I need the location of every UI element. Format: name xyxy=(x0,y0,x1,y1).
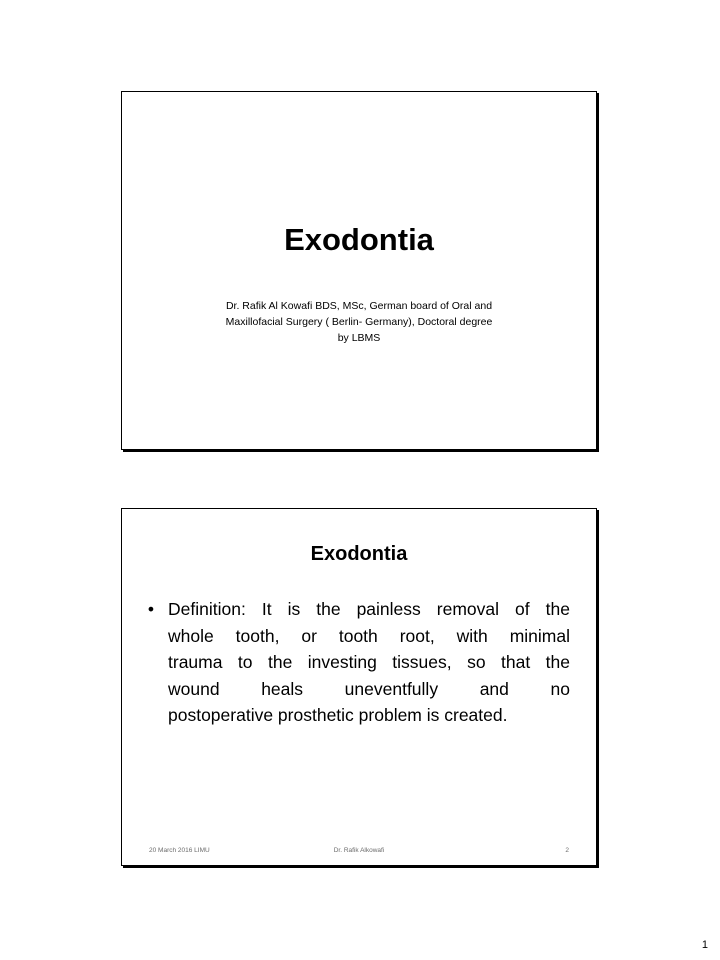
subtitle-line: Dr. Rafik Al Kowafi BDS, MSc, German board of Oral and xyxy=(225,300,493,312)
slide-1-subtitle xyxy=(192,298,526,346)
slide-2-title: Exodontia xyxy=(310,543,408,565)
bullet-text-line: trauma to the investing tissues, so that the xyxy=(168,652,570,672)
slide-2 xyxy=(121,508,597,866)
bullet-text-line: whole tooth, or tooth root, with minimal xyxy=(168,625,570,646)
footer-slide-number: 2 xyxy=(565,847,569,854)
bullet-text-line: wound heals uneventfully and no xyxy=(168,678,570,699)
slide-1-title: Exodontia xyxy=(284,222,434,257)
subtitle-line: by LBMS xyxy=(337,332,381,344)
subtitle-line: Maxillofacial Surgery ( Berlin- Germany), Doctoral degree xyxy=(225,316,493,328)
bullet-definition xyxy=(144,596,570,729)
slide-2-body xyxy=(144,596,570,729)
footer-date: 20 March 2016 LIMU xyxy=(149,847,210,854)
bullet-text-line: postoperative prosthetic problem is created. xyxy=(168,705,508,725)
footer-author: Dr. Rafik Alkowafi xyxy=(333,847,385,854)
slide-2-footer xyxy=(122,846,596,856)
bullet-text-line: Definition: It is the painless removal of the xyxy=(168,599,570,619)
bullet-icon: • xyxy=(147,599,155,619)
slide-1 xyxy=(121,91,597,450)
page-number: 1 xyxy=(701,939,708,951)
